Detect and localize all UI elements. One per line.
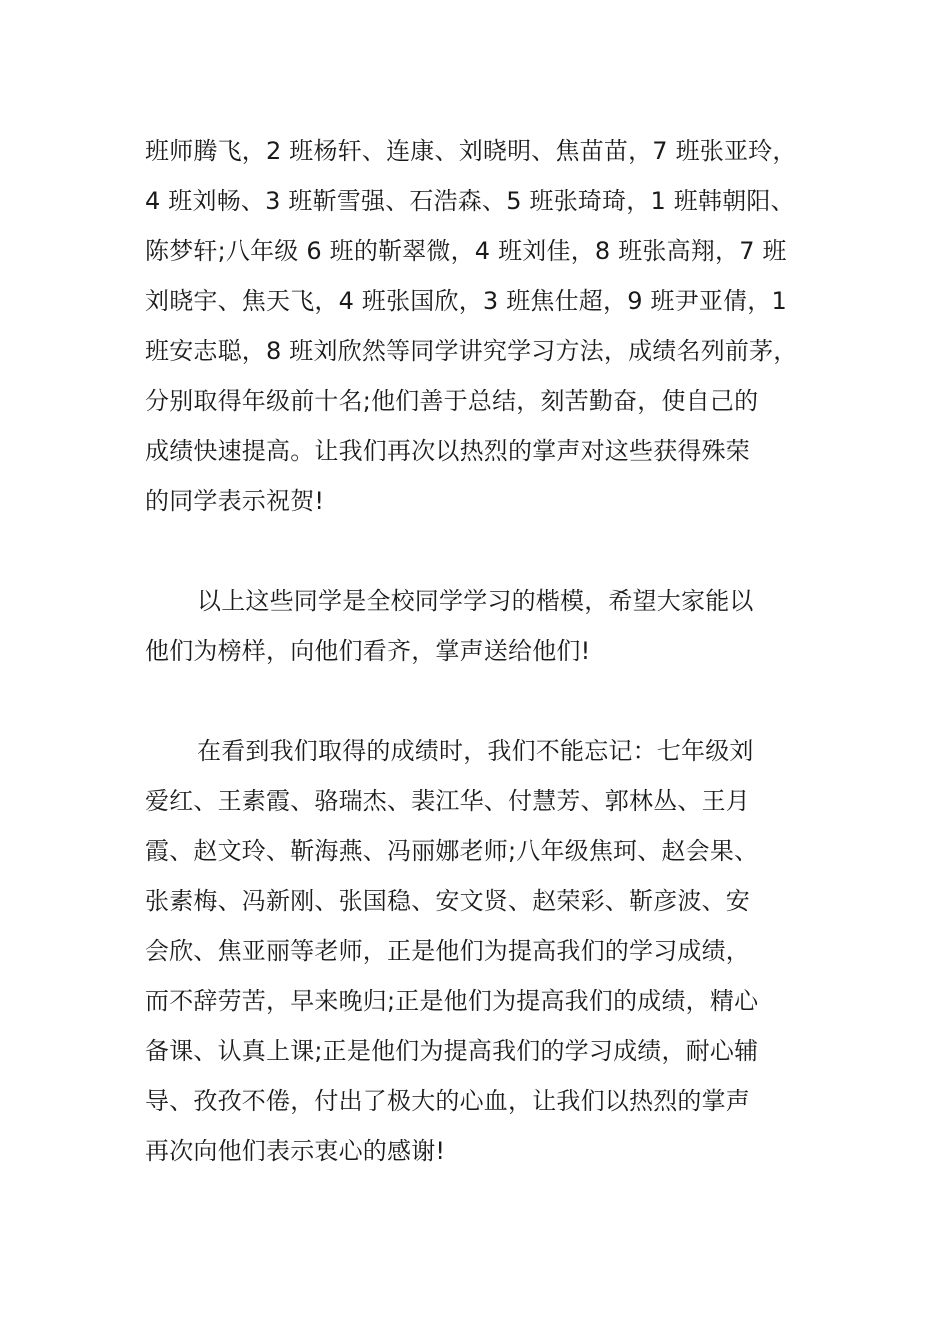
paragraph-student-honors [145,126,835,526]
document-page [145,126,835,1176]
paragraph-role-models [145,576,835,676]
text-line: 的同学表示祝贺! [145,487,325,515]
text-line: 成绩快速提高。让我们再次以热烈的掌声对这些获得殊荣 [145,437,750,465]
text-line: 而不辞劳苦，早来晚归;正是他们为提高我们的成绩，精心 [145,987,759,1015]
paragraph-teacher-thanks [145,726,835,1176]
text-line: 导、孜孜不倦，付出了极大的心血，让我们以热烈的掌声 [145,1087,750,1115]
text-line: 霞、赵文玲、靳海燕、冯丽娜老师;八年级焦珂、赵会果、 [145,837,759,865]
text-line: 分别取得年级前十名;他们善于总结，刻苦勤奋，使自己的 [145,387,759,415]
text-line: 再次向他们表示衷心的感谢! [145,1137,446,1165]
text-line: 爱红、王素霞、骆瑞杰、裴江华、付慧芳、郭林丛、王月 [145,787,750,815]
text-line: 张素梅、冯新刚、张国稳、安文贤、赵荣彩、靳彦波、安 [145,887,750,915]
text-line: 班师腾飞，2 班杨轩、连康、刘晓明、焦苗苗，7 班张亚玲， [145,137,797,165]
text-line: 会欣、焦亚丽等老师，正是他们为提高我们的学习成绩， [145,937,750,965]
text-line: 以上这些同学是全校同学学习的楷模，希望大家能以 [197,587,754,615]
text-line: 他们为榜样，向他们看齐，掌声送给他们! [145,637,591,665]
text-line: 陈梦轩;八年级 6 班的靳翠微，4 班刘佳，8 班张高翔，7 班 [145,237,787,265]
text-line: 在看到我们取得的成绩时，我们不能忘记：七年级刘 [197,737,754,765]
text-line: 班安志聪，8 班刘欣然等同学讲究学习方法，成绩名列前茅， [145,337,798,365]
text-line: 4 班刘畅、3 班靳雪强、石浩森、5 班张琦琦，1 班韩朝阳、 [145,187,795,215]
text-line: 刘晓宇、焦天飞，4 班张国欣，3 班焦仕超，9 班尹亚倩，1 [145,287,787,315]
text-line: 备课、认真上课;正是他们为提高我们的学习成绩，耐心辅 [145,1037,759,1065]
